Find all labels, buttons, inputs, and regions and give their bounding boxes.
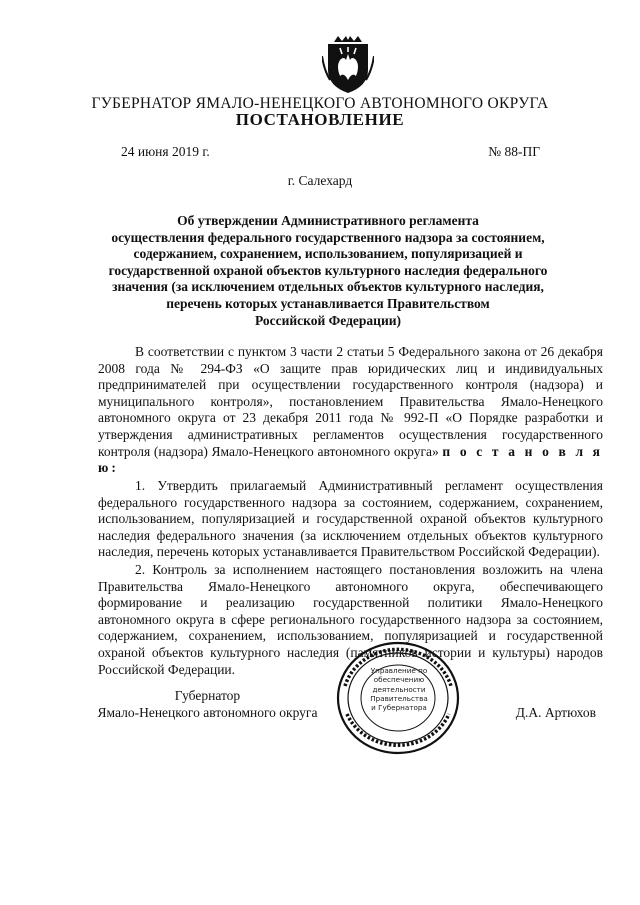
document-date: 24 июня 2019 г. bbox=[121, 144, 210, 159]
title-line: перечень которых устанавливается Правительством bbox=[166, 295, 490, 311]
signatory-position bbox=[95, 688, 320, 721]
stamp-line: Управление по bbox=[370, 666, 428, 675]
stamp-line: Правительства bbox=[370, 693, 428, 703]
signatory-position-line: Ямало-Ненецкого автономного округа bbox=[97, 704, 318, 720]
preamble-paragraph bbox=[98, 344, 603, 477]
document-type: ПОСТАНОВЛЕНИЕ bbox=[235, 110, 405, 129]
title-line: значения (за исключением отдельных объектов культурного наследия, bbox=[112, 279, 544, 295]
title-line: Российской Федерации) bbox=[254, 312, 401, 328]
document-title bbox=[108, 213, 548, 329]
document-number: № 88-ПГ bbox=[488, 144, 540, 159]
coat-of-arms-icon bbox=[322, 36, 374, 94]
title-line: содержанием, сохранением, использованием, популяризацией и bbox=[133, 246, 523, 262]
stamp-line: обеспечению bbox=[373, 675, 425, 685]
signatory-name: Д.А. Артюхов bbox=[515, 705, 596, 720]
stamp-line: деятельности bbox=[372, 684, 426, 694]
document-city: г. Салехард bbox=[287, 173, 353, 188]
title-line: осуществления федерального государственного надзора за состоянием, bbox=[111, 229, 545, 245]
stamp-text bbox=[363, 666, 435, 712]
preamble-text: В соответствии с пунктом 3 части 2 статьи 5 Федерального закона от 26 декабря 2008 года № 294-ФЗ «О защите прав юридических лиц и индивидуальных предпринимателей при осуществлении государственного контроля (надзора) и муниципального контроля», постановлением Правительства Ямало-Ненецкого автономного округа от 23 декабря 2011 года № 992-П «О Порядке разработки и утверждения административных регламентов осуществления государственного контроля (надзора) Ямало-Ненецкого автономного округа» bbox=[98, 344, 603, 459]
title-line: Об утверждении Административного регламента bbox=[177, 213, 479, 228]
organization-name: ГУБЕРНАТОР ЯМАЛО-НЕНЕЦКОГО АВТОНОМНОГО ОКРУГА bbox=[91, 95, 549, 112]
item-2-paragraph: 2. Контроль за исполнением настоящего постановления возложить на члена Правительства Ямало-Ненецкого автономного округа, обеспечивающего формирование и реализацию государственной политики Ямало-Ненецкого автономного округа в сфере регионального государственного надзора за состоянием, содержанием, сохранением, использованием, популяризацией и государственной охраной объектов культурного наследия (памятников истории и культуры) народов Российской Федерации. bbox=[98, 562, 603, 677]
decree-word: п о с т а н о в л я ю: bbox=[98, 443, 603, 476]
signatory-position-line: Губернатор bbox=[174, 688, 241, 703]
item-1-paragraph: 1. Утвердить прилагаемый Административный регламент осуществления федерального государственного надзора за состоянием, содержанием, сохранением, использованием, популяризацией и государственной охраной объектов культурного наследия федерального значения (за исключением отдельных объектов культурного наследия, перечень которых устанавливается Правительством Российской Федерации). bbox=[98, 478, 603, 560]
title-line: государственной охраной объектов культурного наследия федерального bbox=[108, 262, 548, 278]
stamp-line: и Губернатора bbox=[371, 703, 427, 713]
